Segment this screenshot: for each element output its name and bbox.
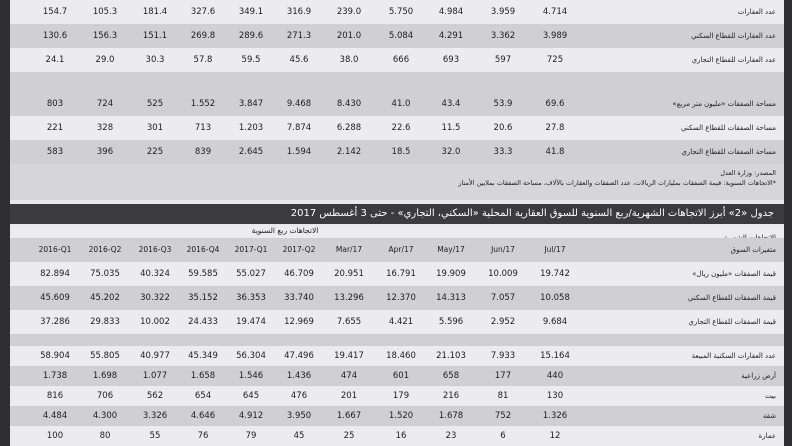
table-cell: 12 <box>549 431 561 441</box>
table-cell: 18.5 <box>391 147 411 157</box>
row-label: شقة <box>762 412 776 420</box>
column-header-row <box>10 238 784 262</box>
table-row <box>10 48 784 72</box>
table-cell: 645 <box>242 391 260 401</box>
table-cell: 16.791 <box>386 269 416 279</box>
table-cell: 1.658 <box>190 371 216 381</box>
table-cell: 4.984 <box>438 7 464 17</box>
table-cell: 1.436 <box>286 371 312 381</box>
table-cell: 597 <box>494 55 512 65</box>
table-cell: 7.933 <box>490 351 516 361</box>
table-cell: 221 <box>46 123 64 133</box>
table-row <box>10 366 784 386</box>
table-cell: 22.6 <box>391 123 411 133</box>
table-cell: 4.714 <box>542 7 568 17</box>
row-label: قيمة الصفقات للقطاع التجاري <box>688 318 776 326</box>
table-cell: 59.5 <box>241 55 261 65</box>
table-cell: 706 <box>96 391 114 401</box>
table-row <box>10 406 784 426</box>
table-cell: 38.0 <box>339 55 359 65</box>
table-cell: 76 <box>197 431 209 441</box>
table-cell: 10.009 <box>488 269 518 279</box>
table-cell: 3.959 <box>490 7 516 17</box>
table-cell: 474 <box>340 371 358 381</box>
table-cell: 327.6 <box>190 7 216 17</box>
table-cell: 5.750 <box>388 7 414 17</box>
table-cell: 5.084 <box>388 31 414 41</box>
table-cell: 201.0 <box>336 31 362 41</box>
source-note: المصدر: وزارة العدل <box>720 169 776 177</box>
table-row <box>10 426 784 446</box>
table-cell: 35.152 <box>188 293 218 303</box>
table-cell: 33.3 <box>493 147 513 157</box>
table-title: جدول «2» أبرز الاتجاهات الشهرية/ربع السنوية للسوق العقارية المحلية «السكني، التجاري» - حتى 3 أغسطس 2017 <box>10 204 784 224</box>
table-cell: 803 <box>46 99 64 109</box>
table-cell: 75.035 <box>90 269 120 279</box>
variables-label: متغيرات السوق <box>730 246 776 254</box>
column-header: 2016-Q2 <box>88 245 122 254</box>
table-cell: 24.433 <box>188 317 218 327</box>
table-cell: 25 <box>343 431 355 441</box>
column-header: 2017-Q2 <box>282 245 316 254</box>
table-cell: 47.496 <box>284 351 314 361</box>
table-cell: 45 <box>293 431 305 441</box>
table-cell: 3.326 <box>142 411 168 421</box>
table-cell: 301 <box>146 123 164 133</box>
table-cell: 45.609 <box>40 293 70 303</box>
row-label: بيت <box>765 392 776 400</box>
table-cell: 3.989 <box>542 31 568 41</box>
group-header-row <box>10 226 784 238</box>
table-cell: 7.057 <box>490 293 516 303</box>
table-cell: 4.291 <box>438 31 464 41</box>
table-cell: 32.0 <box>441 147 461 157</box>
table-cell: 43.4 <box>441 99 461 109</box>
spacer-row <box>10 334 784 346</box>
column-header: May/17 <box>437 245 465 254</box>
table-cell: 11.5 <box>441 123 461 133</box>
table-cell: 14.313 <box>436 293 466 303</box>
table-row <box>10 310 784 334</box>
table-cell: 658 <box>442 371 460 381</box>
table-cell: 55.027 <box>236 269 266 279</box>
table-cell: 601 <box>392 371 410 381</box>
table-cell: 654 <box>194 391 212 401</box>
table-cell: 81 <box>497 391 509 401</box>
table-cell: 20.951 <box>334 269 364 279</box>
table-cell: 1.667 <box>336 411 362 421</box>
table-cell: 4.300 <box>92 411 118 421</box>
table-cell: 33.740 <box>284 293 314 303</box>
table-cell: 724 <box>96 99 114 109</box>
row-label: أرض زراعية <box>741 372 776 380</box>
table-cell: 4.646 <box>190 411 216 421</box>
row-label: مساحة الصفقات للقطاع التجاري <box>681 148 776 156</box>
table-row <box>10 262 784 286</box>
table-cell: 30.322 <box>140 293 170 303</box>
row-label: مساحة الصفقات «مليون متر مربع» <box>672 100 776 108</box>
row-label: قيمة الصفقات للقطاع السكني <box>687 294 776 302</box>
annual-note: *الاتجاهات السنوية: قيمة الصفقات بمليارات الريالات، عدد الصفقات والعقارات بالآلاف، مساحة الصفقات بملايين الأمتار <box>458 179 776 187</box>
table-row <box>10 24 784 48</box>
table-cell: 752 <box>494 411 512 421</box>
table-cell: 349.1 <box>238 7 264 17</box>
table-cell: 19.742 <box>540 269 570 279</box>
table-cell: 7.874 <box>286 123 312 133</box>
table-cell: 55.805 <box>90 351 120 361</box>
table-cell: 181.4 <box>142 7 168 17</box>
table-cell: 225 <box>146 147 164 157</box>
table-cell: 713 <box>194 123 212 133</box>
table-cell: 41.8 <box>545 147 565 157</box>
table-cell: 4.912 <box>238 411 264 421</box>
column-header: Jul/17 <box>544 245 566 254</box>
table-cell: 3.362 <box>490 31 516 41</box>
column-header: Jun/17 <box>491 245 515 254</box>
table-cell: 328 <box>96 123 114 133</box>
right-edge <box>784 0 792 446</box>
table-cell: 57.8 <box>193 55 213 65</box>
table-cell: 10.058 <box>540 293 570 303</box>
table-cell: 80 <box>99 431 111 441</box>
table-cell: 19.474 <box>236 317 266 327</box>
table-row <box>10 140 784 164</box>
table-cell: 289.6 <box>238 31 264 41</box>
table-cell: 27.8 <box>545 123 565 133</box>
table-cell: 45.349 <box>188 351 218 361</box>
row-label: قيمة الصفقات «مليون ريال» <box>692 270 776 278</box>
table-cell: 19.909 <box>436 269 466 279</box>
table-cell: 693 <box>442 55 460 65</box>
table-cell: 1.738 <box>42 371 68 381</box>
table-cell: 1.520 <box>388 411 414 421</box>
table-cell: 839 <box>194 147 212 157</box>
table-cell: 1.678 <box>438 411 464 421</box>
table-cell: 105.3 <box>92 7 118 17</box>
table-cell: 59.585 <box>188 269 218 279</box>
table-row <box>10 0 784 24</box>
row-label: عدد العقارات للقطاع السكني <box>691 32 776 40</box>
table-cell: 583 <box>46 147 64 157</box>
table-cell: 79 <box>245 431 257 441</box>
table-cell: 40.977 <box>140 351 170 361</box>
table-cell: 3.950 <box>286 411 312 421</box>
column-header: 2017-Q1 <box>234 245 268 254</box>
table-cell: 23 <box>445 431 457 441</box>
table-cell: 4.484 <box>42 411 68 421</box>
table-cell: 16 <box>395 431 407 441</box>
table-cell: 1.077 <box>142 371 168 381</box>
table-cell: 21.103 <box>436 351 466 361</box>
table-cell: 20.6 <box>493 123 513 133</box>
table-row <box>10 346 784 366</box>
table-cell: 2.952 <box>490 317 516 327</box>
table-cell: 40.324 <box>140 269 170 279</box>
table-cell: 179 <box>392 391 410 401</box>
row-label: عدد العقارات <box>737 8 776 16</box>
table-cell: 1.546 <box>238 371 264 381</box>
table-cell: 525 <box>146 99 164 109</box>
table-cell: 5.596 <box>438 317 464 327</box>
table-cell: 12.370 <box>386 293 416 303</box>
table-cell: 476 <box>290 391 308 401</box>
table-cell: 24.1 <box>45 55 65 65</box>
table-cell: 216 <box>442 391 460 401</box>
table-cell: 177 <box>494 371 512 381</box>
table-cell: 316.9 <box>286 7 312 17</box>
table-cell: 562 <box>146 391 164 401</box>
table-cell: 69.6 <box>545 99 565 109</box>
table-cell: 10.002 <box>140 317 170 327</box>
table-cell: 130.6 <box>42 31 68 41</box>
table-cell: 666 <box>392 55 410 65</box>
table-cell: 82.894 <box>40 269 70 279</box>
table-cell: 29.833 <box>90 317 120 327</box>
table-cell: 19.417 <box>334 351 364 361</box>
left-edge <box>0 0 10 446</box>
column-header: Apr/17 <box>388 245 414 254</box>
table-cell: 9.684 <box>542 317 568 327</box>
table-cell: 9.468 <box>286 99 312 109</box>
table-cell: 13.296 <box>334 293 364 303</box>
table-cell: 7.655 <box>336 317 362 327</box>
table-cell: 30.3 <box>145 55 165 65</box>
table-cell: 1.698 <box>92 371 118 381</box>
table-row <box>10 92 784 116</box>
table-cell: 3.847 <box>238 99 264 109</box>
row-label: عدد العقارات السكنية المبيعة <box>691 352 776 360</box>
table-cell: 156.3 <box>92 31 118 41</box>
table-cell: 269.8 <box>190 31 216 41</box>
table-cell: 8.430 <box>336 99 362 109</box>
table-cell: 201 <box>340 391 358 401</box>
table-cell: 46.709 <box>284 269 314 279</box>
table-cell: 2.645 <box>238 147 264 157</box>
table-cell: 1.552 <box>190 99 216 109</box>
table-cell: 55 <box>149 431 161 441</box>
column-header: 2016-Q3 <box>138 245 172 254</box>
row-label: عمارة <box>758 432 776 440</box>
table-cell: 725 <box>546 55 564 65</box>
table-cell: 1.203 <box>238 123 264 133</box>
table-cell: 18.460 <box>386 351 416 361</box>
table-cell: 36.353 <box>236 293 266 303</box>
table-cell: 53.9 <box>493 99 513 109</box>
table-cell: 12.969 <box>284 317 314 327</box>
column-header: 2016-Q4 <box>186 245 220 254</box>
quarterly-group-label: الاتجاهات ربع السنوية <box>251 226 319 235</box>
table-row <box>10 286 784 310</box>
table-cell: 130 <box>546 391 564 401</box>
table-row <box>10 386 784 406</box>
table-cell: 271.3 <box>286 31 312 41</box>
table-cell: 396 <box>96 147 114 157</box>
table-cell: 1.326 <box>542 411 568 421</box>
column-header: Mar/17 <box>335 245 363 254</box>
table-cell: 151.1 <box>142 31 168 41</box>
table-cell: 45.6 <box>289 55 309 65</box>
table-cell: 2.142 <box>336 147 362 157</box>
table-cell: 154.7 <box>42 7 68 17</box>
table-cell: 58.904 <box>40 351 70 361</box>
table-cell: 4.421 <box>388 317 414 327</box>
table-cell: 6 <box>500 431 506 441</box>
table-cell: 15.164 <box>540 351 570 361</box>
table-cell: 56.304 <box>236 351 266 361</box>
table-cell: 1.594 <box>286 147 312 157</box>
table-row <box>10 116 784 140</box>
column-header: 2016-Q1 <box>38 245 72 254</box>
table-cell: 37.286 <box>40 317 70 327</box>
row-label: مساحة الصفقات للقطاع السكني <box>680 124 776 132</box>
table-cell: 29.0 <box>95 55 115 65</box>
table-cell: 100 <box>46 431 64 441</box>
table-cell: 45.202 <box>90 293 120 303</box>
spacer-row <box>10 72 784 92</box>
table-cell: 6.288 <box>336 123 362 133</box>
row-label: عدد العقارات للقطاع التجاري <box>691 56 776 64</box>
table-cell: 41.0 <box>391 99 411 109</box>
table-cell: 440 <box>546 371 564 381</box>
table-cell: 816 <box>46 391 64 401</box>
table-cell: 239.0 <box>336 7 362 17</box>
